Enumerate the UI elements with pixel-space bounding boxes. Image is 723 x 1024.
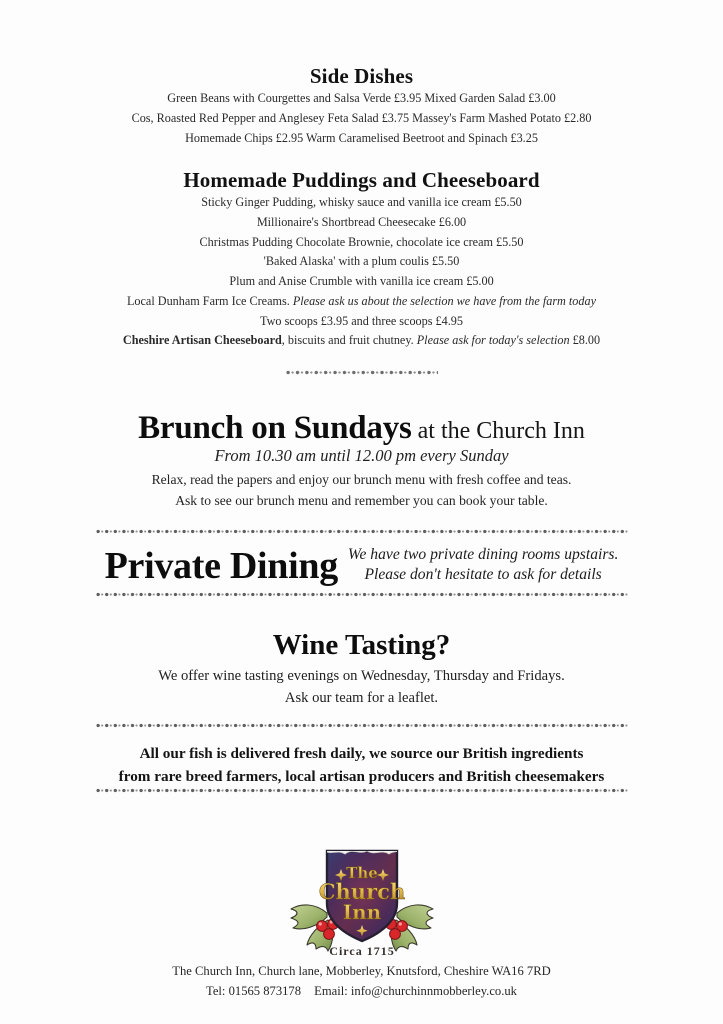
snow-cap-icon [323,841,403,854]
dotted-divider [286,368,438,377]
church-inn-logo [271,841,453,959]
pudding-item: Plum and Anise Crumble with vanilla ice cream £5.00 [229,274,494,289]
pudding-item: Millionaire's Shortbread Cheesecake £6.00 [256,214,467,229]
email-address: info@churchinnmobberley.co.uk [350,983,517,998]
pudding-item: 'Baked Alaska' with a plum coulis £5.50 [263,254,460,269]
side-dishes-list [0,89,723,148]
wine-tasting-heading: Wine Tasting? [272,629,451,661]
side-dish-item: Green Beans with Courgettes and Salsa Verde £3.95 Mixed Garden Salad £3.00 [167,91,556,105]
private-dining-title: Private Dining [104,545,338,587]
private-dining-note-line: We have two private dining rooms upstairs. [347,546,619,564]
sourcing-line: All our fish is delivered fresh daily, we source our British ingredients [139,745,584,762]
wine-tasting-description [0,666,723,710]
dotted-divider [96,721,628,730]
scoops-item: Two scoops £3.95 and three scoops £4.95 [260,313,463,328]
logo-word-church: Church [318,879,406,904]
dotted-divider [96,786,628,795]
logo-word-inn: Inn [342,900,382,924]
side-dishes-heading: Side Dishes [309,64,414,88]
brunch-heading-main: Brunch on Sundays [138,410,412,446]
tel-number: 01565 873178 [228,983,302,998]
logo-circa-text: Circa 1715 [329,944,395,958]
cheeseboard-note: Please ask for today's selection [416,333,570,348]
private-dining-section [0,541,723,591]
brunch-desc-line: Ask to see our brunch menu and remember you can book your table. [175,492,548,508]
pudding-item: Christmas Pudding Chocolate Brownie, chocolate ice cream £5.50 [199,234,524,249]
church-inn-crest-icon [271,841,453,959]
footer-contact [0,962,723,1002]
dotted-divider [96,527,628,536]
logo-word-the: The [346,864,378,882]
sourcing-statement [0,742,723,788]
puddings-list [0,193,723,351]
side-dish-item: Cos, Roasted Red Pepper and Anglesey Feta Salad £3.75 Massey's Farm Mashed Potato £2.80 [131,110,592,125]
puddings-heading: Homemade Puddings and Cheeseboard [183,168,540,192]
ice-cream-label: Local Dunham Farm Ice Creams. [126,293,290,308]
cheeseboard-desc: , biscuits and fruit chutney. [281,333,417,348]
footer-contact-line [0,982,723,1002]
cheeseboard-item [0,331,723,351]
brunch-desc-line: Relax, read the papers and enjoy our brunch menu with fresh coffee and teas. [151,472,572,487]
brunch-heading [0,410,723,447]
ice-cream-note: Please ask us about the selection we have from the farm today [292,293,596,308]
sourcing-line: from rare breed farmers, local artisan producers and British cheesemakers [118,768,605,786]
wine-desc-line: We offer wine tasting evenings on Wednesday, Thursday and Fridays. [158,668,565,684]
footer-address: The Church Inn, Church lane, Mobberley, Knutsford, Cheshire WA16 7RD [172,964,551,978]
side-dish-item: Homemade Chips £2.95 Warm Caramelised Beetroot and Spinach £3.25 [185,130,538,145]
cheeseboard-name: Cheshire Artisan Cheeseboard [122,333,282,348]
private-dining-note [348,545,618,587]
dotted-divider [96,590,628,599]
wine-desc-line: Ask our team for a leaflet. [284,689,439,706]
brunch-description [0,470,723,511]
cheeseboard-price: £8.00 [569,333,601,348]
private-dining-note-line: Please don't hesitate to ask for details [364,566,602,583]
pudding-item: Sticky Ginger Pudding, whisky sauce and vanilla ice cream £5.50 [201,195,522,209]
brunch-heading-suffix: at the Church Inn [411,418,585,444]
ice-cream-item [0,292,723,312]
tel-label: Tel: [206,983,226,998]
email-label: Email: [314,983,348,998]
brunch-time: From 10.30 am until 12.00 pm every Sunday [214,446,509,465]
